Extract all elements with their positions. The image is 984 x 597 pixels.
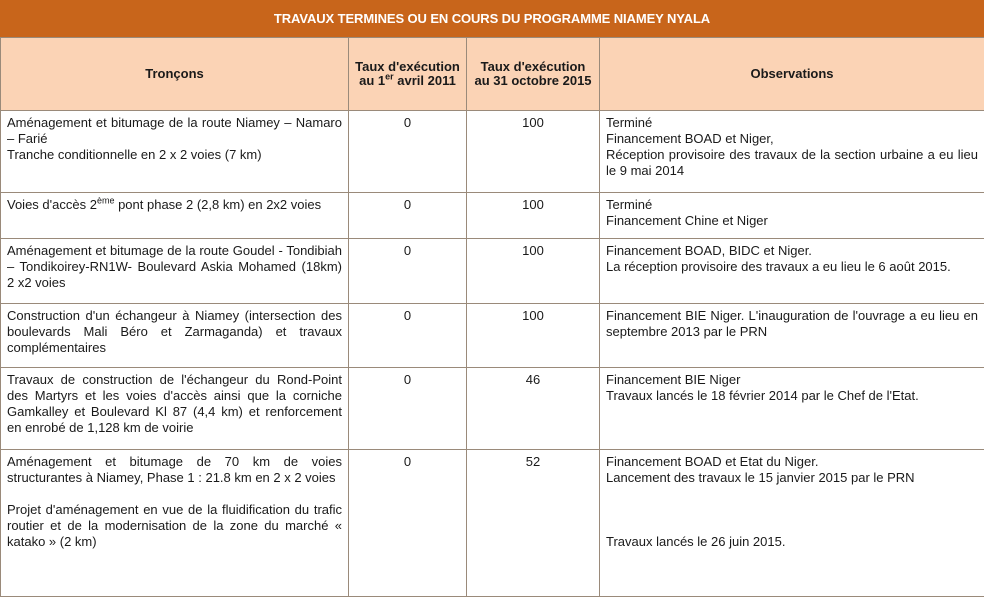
- observations-cell: Financement BIE Niger Travaux lancés le 18 février 2014 par le Chef de l'Etat.: [600, 368, 984, 450]
- taux-2011-cell: 0: [349, 111, 467, 193]
- troncon-cell: Travaux de construction de l'échangeur du Rond-Point des Martyrs et les voies d'accès ainsi que la corniche Gamkalley et Boulevard Kl 87 (4,4 km) et renforcement en enrobé de 1,128 km de voirie: [1, 368, 349, 450]
- taux-2011-cell: 0: [349, 368, 467, 450]
- observations-cell: Financement BOAD et Etat du Niger. Lancement des travaux le 15 janvier 2015 par le PRN Travaux lancés le 26 juin 2015.: [600, 450, 984, 597]
- taux-2015-cell: 46: [467, 368, 600, 450]
- table-row: [1, 450, 984, 597]
- taux-2011-cell: 0: [349, 193, 467, 239]
- taux-2011-cell: 0: [349, 239, 467, 304]
- taux-2015-cell: 100: [467, 239, 600, 304]
- observations-cell: Financement BIE Niger. L'inauguration de l'ouvrage a eu lieu en septembre 2013 par le PRN: [600, 304, 984, 368]
- taux-2015-cell: 52: [467, 450, 600, 597]
- table-row: [1, 368, 984, 450]
- troncon-cell: Voies d'accès 2ème pont phase 2 (2,8 km) en 2x2 voies: [1, 193, 349, 239]
- troncon-cell: Aménagement et bitumage de 70 km de voies structurantes à Niamey, Phase 1 : 21.8 km en 2 x 2 voies Projet d'aménagement en vue de la fluidification du trafic routier et de la modernisation de la zone du marché « katako » (2 km): [1, 450, 349, 597]
- header-taux-2011: Taux d'exécution au 1er avril 2011: [349, 38, 467, 111]
- troncon-cell: Aménagement et bitumage de la route Goudel - Tondibiah – Tondikoirey-RN1W- Boulevard Askia Mohamed (18km) 2 x2 voies: [1, 239, 349, 304]
- troncon-cell: Construction d'un échangeur à Niamey (intersection des boulevards Mali Béro et Zarmaganda) et travaux complémentaires: [1, 304, 349, 368]
- troncon-cell: Aménagement et bitumage de la route Niamey – Namaro – Farié Tranche conditionnelle en 2 x 2 voies (7 km): [1, 111, 349, 193]
- header-troncons: Tronçons: [1, 38, 349, 111]
- table-title: TRAVAUX TERMINES OU EN COURS DU PROGRAMME NIAMEY NYALA: [0, 0, 984, 37]
- header-observations: Observations: [600, 38, 984, 111]
- table-row: [1, 304, 984, 368]
- observations-cell: Terminé Financement BOAD et Niger, Réception provisoire des travaux de la section urbaine a eu lieu le 9 mai 2014: [600, 111, 984, 193]
- taux-2015-cell: 100: [467, 304, 600, 368]
- taux-2015-cell: 100: [467, 193, 600, 239]
- observations-cell: Terminé Financement Chine et Niger: [600, 193, 984, 239]
- taux-2011-cell: 0: [349, 450, 467, 597]
- taux-2011-cell: 0: [349, 304, 467, 368]
- header-row: [1, 38, 984, 111]
- taux-2015-cell: 100: [467, 111, 600, 193]
- programme-table: [0, 37, 984, 597]
- observations-cell: Financement BOAD, BIDC et Niger. La réception provisoire des travaux a eu lieu le 6 août 2015.: [600, 239, 984, 304]
- header-taux-2015: Taux d'exécution au 31 octobre 2015: [467, 38, 600, 111]
- table-row: [1, 239, 984, 304]
- table-row: [1, 193, 984, 239]
- table-row: [1, 111, 984, 193]
